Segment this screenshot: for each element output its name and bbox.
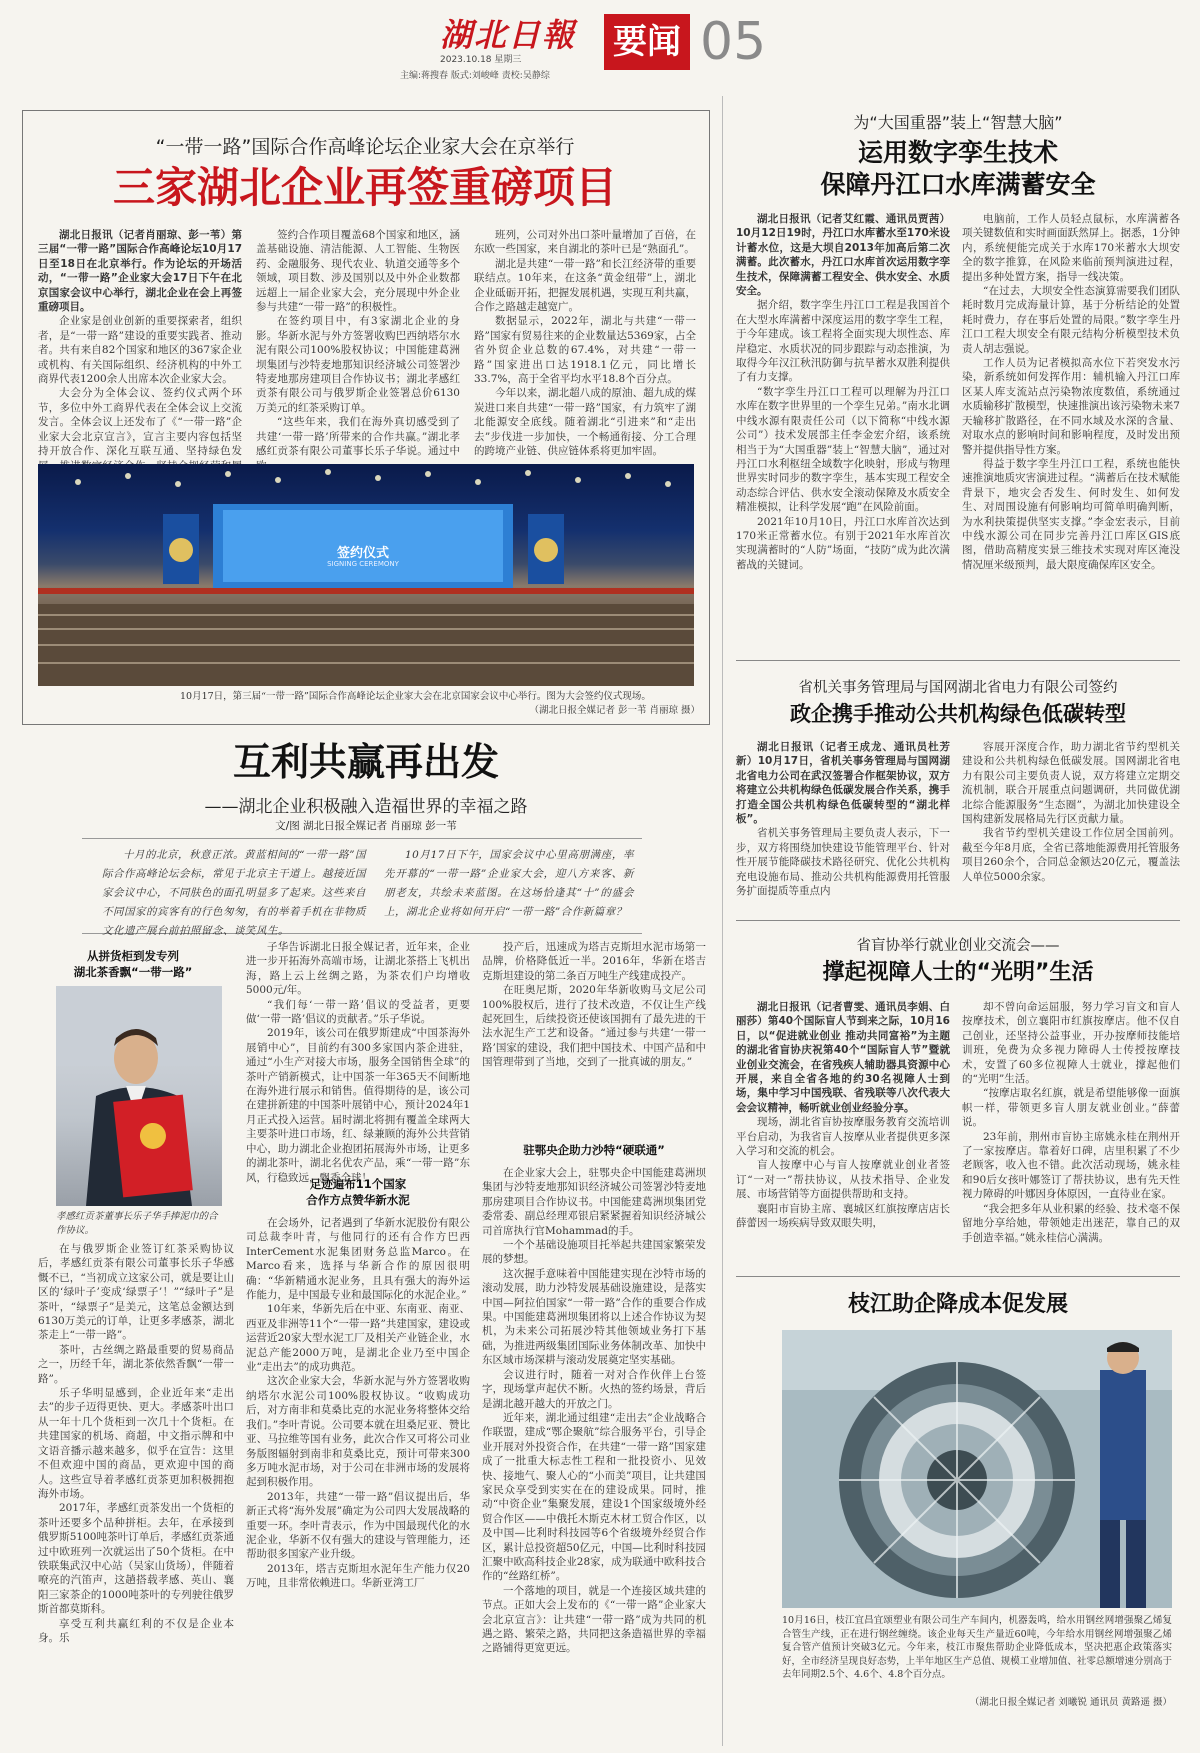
blind-paragraph-6: “按摩店取名红旗，就是希望能够像一面旗帜一样，带领更多盲人朋友就业创业。”薛蕾说。: [962, 1087, 1180, 1129]
blind-paragraph-5: 却不曾向命运屈服，努力学习盲文和盲人按摩技术，创立襄阳市红旗按摩店。他不仅自己创业，还坚持公益事业，开办按摩师技能培训班，免费为众多视力障碍人士传授按摩技术，安置了60多位视障人士就业，撑起他们的“光明”生活。: [962, 1001, 1180, 1086]
tea-paragraph-8: 2019年，该公司在俄罗斯建成“中国茶海外展销中心”，目前约有300多家国内茶企进驻，通过“小生产对接大市场，服务全国销售全球”的茶叶产销新模式，让中国茶一年365天不间断地在海外进行展示和销售。值得期待的是，该公司在建拼新建的中国茶叶展销中心，预计2024年1月正式投入运营。届时湖北将拥有覆盖全球两大主要茶叶进口市场，红、绿兼顾的海外公共营销中心，助力湖北企业抱团拓展海外市场，让更多的湖北茶叶，湖北名优农产品，乘“一带一路”东风，行稳致远，飘香全球！: [246, 1027, 470, 1184]
feature-intro-right: 10月17日下午，国家会议中心里高朋满座，率先开幕的“一带一路”企业家大会，迎八方来客、新朋老友，共绘未来蓝图。在这场恰逢其“十”的盛会上，湖北企业将如何开启“一带一路”合作新篇章？: [384, 849, 634, 918]
screen-title: 签约仪式: [336, 546, 389, 561]
newspaper-logo: 湖北日報: [440, 16, 577, 54]
rail-separator-1: [736, 660, 1180, 661]
saudi-paragraph-6: 一个落地的项目，就是一个连接区域共建的节点。正如大会上发布的《“一带一路”企业家大会北京宣言》：让共建“一带一路”成为共同的机遇之路、繁荣之路，共同把这条造福世界的幸福之路铺得更宽更远。: [482, 1584, 706, 1655]
blind-paragraph-4: 襄阳市盲协主席、襄城区红旗按摩店店长薛蕾因一场疾病导致双眼失明，: [736, 1202, 950, 1230]
lead-photo-caption: 10月17日，第三届“一带一路”国际合作高峰论坛企业家大会在北京国家会议中心举行。图为大会签约仪式现场。: [180, 691, 651, 702]
lead-paragraph-10: 今年以来，湖北超八成的原油、超九成的煤炭进口来自共建“一带一路”国家，有力筑牢了湖北能源安全底线。随着湖北“引进来”和“走出去”步伐进一步加快，一个畅通衔接、分工合理的跨境产业链、供应链体系将更加牢固。: [474, 387, 696, 458]
zhijiang-credit: （湖北日报全媒记者 刘曦锐 通讯员 黄路遥 摄）: [969, 1697, 1172, 1708]
cement-subhead-2: 合作方点赞华新水泥: [306, 1193, 410, 1207]
tea-box-title-1: 从拼货柜到发专列: [87, 949, 179, 963]
feature-column-2b: [246, 1216, 470, 1742]
tea-paragraph-3: 乐子华明显感到，企业近年来“走出去”的步子迈得更快、更大。孝感茶叶出口从一年十几个货柜到一次几十个货柜。在共建国家的机场、商超，中文指示牌和中文语音播示越来越多，似乎在宣告：这里不但欢迎中国的商品，更欢迎中国的商人。这些宣导着孝感红贡茶更加积极拥抱海外市场。: [38, 1387, 234, 1500]
tea-paragraph-5: 享受互利共赢红利的不仅是企业本身。乐: [38, 1617, 234, 1644]
dam-paragraph-4: 2021年10月10日，丹江口水库首次达到170米正常蓄水位。有别于2021年水库首次实现满蓄时的“人防”场面，“技防”成为此次满蓄战的关键词。: [736, 515, 950, 571]
rail-divider: [722, 96, 723, 1746]
cement-paragraph-6: 投产后，迅速成为塔吉克斯坦水泥市场第一品牌，价格降低近一半。2016年，华新在塔吉克斯坦建设的第二条百万吨生产线建成投产。: [482, 941, 706, 982]
dam-paragraph-6: “在过去，大坝安全性态演算需要我们团队耗时数月完成海量计算，基于分析结论的处置耗时费力，存在事后处置的局限。”数字孪生丹江口工程大坝安全有限元结构分析模型技术负责人胡志强说。: [962, 285, 1180, 355]
cement-paragraph-4: 2013年，共建“一带一路”倡议提出后，华新正式将“海外发展”确定为公司四大发展战略的重要一环。李叶青表示，作为中国最现代化的水泥企业，华新不仅有强大的建设与管理能力，还帮助很多国家产业升级。: [246, 1490, 470, 1561]
tea-paragraph-4: 2017年，孝感红贡茶发出一个货柜的茶叶还要多个品种拼柜。去年，在承接到俄罗斯5100吨茶叶订单后，孝感红贡茶通过中欧班列一次就运出了50个货柜。在中铁联集武汉中心站（吴家山货场），伴随着嘹亮的汽笛声，这趟搭载孝感、英山、襄阳三家茶企的1000吨茶叶的专列驶往俄罗斯首都莫斯科。: [38, 1502, 234, 1616]
dam-paragraph-7: 工作人员为记者模拟高水位下若突发水污染，新系统如何发挥作用：辅机输入丹江口库区某人库支流站点污染物浓度数值，系统通过水质输移扩散模型，快速推演出该污染物未来7天输移扩散路径，在不同水域及水深的含量、对取水点的影响时间和影响程度，及时发出预警并提供指导性方案。: [962, 357, 1180, 456]
saudi-paragraph-4: 会议进行时，随着一对对合作伙伴上台签字，现场掌声起伏不断。火热的签约场景，背后是湖北越开越大的开放之门。: [482, 1368, 706, 1410]
grid-paragraph-2: 省机关事务管理局主要负责人表示，下一步，双方将围绕加快建设节能管理平台、针对性开展节能降碳技术路径研究、优化公共机构充电设施布局、推动公共机构能源费用托管服务扩面提质等重点内: [736, 827, 950, 898]
screen-subtitle: SIGNING CEREMONY: [327, 560, 399, 568]
lead-column-3: [474, 228, 696, 458]
signing-ceremony-photo: [38, 464, 694, 686]
saudi-subhead: 驻鄂央企助力沙特“硬联通”: [523, 1143, 665, 1157]
rail-separator-3: [736, 1276, 1180, 1277]
cement-paragraph-3: 这次企业家大会，华新水泥与外方签署收购纳塔尔水泥公司100%股权协议。“收购成功后，对方南非和莫桑比克的水泥业务将整体交给我们。”李叶青说。公司要本就在坦桑尼亚、赞比亚、马拉维等国有业务，此次合作又可将公司业务版图辐射到南非和莫桑比克，预计可带来300多万吨水泥市场，对于公司在非洲市场的发展将起到积极作用。: [246, 1375, 470, 1489]
dam-kicker: 为“大国重器”装上“智慧大脑”: [853, 113, 1063, 132]
grid-paragraph-4: 我省节约型机关建设工作位居全国前列。截至今年8月底，全省已落地能源费用托管服务项目260余个，合同总金额达20亿元，覆盖法人单位5000余家。: [962, 827, 1180, 883]
lead-paragraph-4: 签约合作项目覆盖68个国家和地区，涵盖基础设施、清洁能源、人工智能、生物医药、金融服务、现代农业、轨道交通等多个领域，项目数、涉及国别以及中外企业数都远超上一届企业家大会，充分展现中外企业参与共建“一带一路”的积极性。: [256, 229, 460, 314]
grid-paragraph-3: 容展开深度合作，助力湖北省节约型机关建设和公共机构绿色低碳发展。国网湖北省电力有限公司主要负责人说，双方将建立定期交流机制，联合开展重点问题调研，共同做优湖北综合能源服务“生态圈”，为湖北加快建设全国构建新发展格局先行区贡献力量。: [962, 741, 1180, 826]
zhijiang-caption: 10月16日，枝江宜昌宜颂塑业有限公司生产车间内，机器轰鸣，给水用钢丝网增强聚乙烯复合管生产线，正在进行钢丝缠绕。该企业每天生产量近60吨，今年给水用钢丝网增强聚乙烯复合管产值预计突破3亿元。今年来，枝江市聚焦帮助企业降低成本，坚决把惠企政策落实好，全市经济呈现良好态势，上半年地区生产总值、规模工业增加值、社零总额增速分别高于去年同期2.5个、4.6个、4.8个百分点。: [782, 1615, 1172, 1680]
zhijiang-title: 枝江助企降成本促发展: [847, 1292, 1068, 1317]
dam-paragraph-2: 据介绍，数字孪生丹江口工程是我国首个在大型水库满蓄中深度运用的数字孪生工程，于今年建成。该工程将全面实现大坝性态、库岸稳定、水质状况的同步跟踪与动态推演，为取得今年汉江秋汛防御与抗旱蓄水双胜利提供了有力支撑。: [736, 299, 950, 384]
blind-kicker: 省盲协举行就业创业交流会——: [856, 938, 1060, 954]
lead-paragraph-6: “这些年来，我们在海外真切感受到了共建‘一带一路’所带来的合作共赢。”湖北孝感红贡茶有限公司董事长乐子华说。通过中: [256, 416, 460, 458]
lead-paragraph-1: 湖北日报讯（记者肖丽琼、彭一苇）第三届“一带一路”国际合作高峰论坛10月17日至18日在北京举行。作为论坛的开场活动，“一带一路”企业家大会17日下午在北京国家会议中心举行，湖北企业在会上再签重磅项目。: [38, 229, 242, 314]
section-label: 要闻: [604, 14, 690, 70]
cement-subhead-1: 足迹遍布11个国家: [309, 1177, 407, 1191]
lead-paragraph-8: 湖北是共建“一带一路”和长江经济带的重要联结点。10年来，在这条“黄金纽带”上，湖北企业砥砺开拓，把握发展机遇，实现互利共赢，合作之路越走越宽广。: [474, 257, 696, 314]
lead-kicker: “一带一路”国际合作高峰论坛企业家大会在京举行: [155, 136, 575, 158]
lead-headline: 三家湖北企业再签重磅项目: [112, 163, 617, 212]
lead-paragraph-2: 企业家是创业创新的重要探索者，组织者，是“一带一路”建设的重要实践者、推动者。共有来自82个国家和地区的367家企业或机构、有关国际组织、经济机构的中外工商界代表1200余人出席本次企业家大会。: [38, 315, 242, 386]
feature-title: 互利共赢再出发: [232, 740, 499, 784]
page-number: 05: [700, 12, 767, 72]
rail-separator-2: [736, 920, 1180, 921]
blind-paragraph-8: “我会把多年从业积累的经验、技术毫不保留地分享给她，带领她走出迷茫，靠自己的双手创造幸福。”姚永桂信心满满。: [962, 1202, 1180, 1244]
grid-paragraph-1: 湖北日报讯（记者王成龙、通讯员杜芳新）10月17日，省机关事务管理局与国网湖北省电力公司在武汉签署合作框架协议，双方将建立公共机构绿色低碳发展合作关系，携手打造全国公共机构绿色低碳转型的“湖北样板”。: [736, 741, 950, 826]
tea-box-title-2: 湖北茶香飘“一带一路”: [73, 965, 193, 979]
lead-paragraph-7: 班列，公司对外出口茶叶量增加了百倍，在东欧一些国家，来自湖北的茶叶已是“熟面孔”。: [474, 229, 696, 256]
feature-subtitle: ——湖北企业积极融入造福世界的幸福之路: [204, 797, 528, 817]
dam-title-2: 保障丹江口水库满蓄安全: [820, 170, 1096, 199]
lead-photo-credit: （湖北日报全媒记者 彭一苇 肖丽琼 摄）: [529, 705, 700, 716]
saudi-paragraph-2: 一个个基础设施项目托举起共建国家繁荣发展的梦想。: [482, 1239, 706, 1266]
blind-paragraph-2: 现场，湖北省盲协按摩服务教育交流培训平台启动，为我省盲人按摩从业者提供更多深入学习和交流的机会。: [736, 1116, 950, 1158]
saudi-paragraph-1: 在企业家大会上，驻鄂央企中国能建葛洲坝集团与沙特麦地那知识经济城公司签署沙特麦地那房建项目合作协议书。中国能建葛洲坝集团党委常委、副总经理邓银启紧紧握着知识经济城公司首席执行官Mohammad的手。: [482, 1167, 706, 1237]
editors-line: 主编:蒋搜春 版式:刘峻峰 责校:吴静综: [400, 71, 550, 81]
dam-paragraph-5: 电脑前，工作人员轻点鼠标，水库满蓄各项关键数值和实时画面跃然屏上。据悉，1分钟内，系统便能完成关于水库170米蓄水大坝安全的数字推算，在风险来临前预判演进过程，提出多种处置方案，指导一线决策。: [962, 213, 1180, 283]
lead-paragraph-3: 大会分为全体会议、签约仪式两个环节，多位中外工商界代表在全体会议上交流发言。全体会议上还发布了《“一带一路”企业家大会北京宣言》，宣言主要内容包括坚持开放合作、深化互联互通、坚持绿色发: [38, 387, 242, 458]
grid-column-1: [736, 740, 950, 912]
lead-column-2: [256, 228, 460, 458]
cement-paragraph-5: 2013年，塔吉克斯坦水泥年生产能力仅20万吨，且非常依赖进口。华新亚湾工厂: [246, 1562, 470, 1590]
blind-paragraph-7: 23年前，荆州市盲协主席姚永桂在荆州开了一家按摩店。靠着好口碑，店里积累了不少老顾客，收入也不错。此次活动现场，姚永桂和90后女孩叶娜签订了帮扶协议，患有先天性视力障碍的叶娜因身体原因，一直待业在家。: [962, 1130, 1180, 1201]
issue-date: 2023.10.18 星期三: [440, 55, 522, 65]
grid-title: 政企携手推动公共机构绿色低碳转型: [790, 702, 1126, 726]
factory-photo: [782, 1330, 1172, 1608]
lead-paragraph-5: 在签约项目中，有3家湖北企业的身影。华新水泥与外方签署收购巴西纳塔尔水泥有限公司100%股权协议；中国能建葛洲坝集团与沙特麦地那知识经济城公司签署沙特麦地那房建项目合作协议书；湖北孝感红贡茶有限公司与俄罗斯企业签署总价6130万美元的红茶采购订单。: [256, 315, 460, 414]
cement-paragraph-1: 在会场外，记者遇到了华新水泥股份有限公司总裁李叶青，与他同行的还有合作方巴西InterCement水泥集团财务总监Marco。在Marco看来，选择与华新合作的原因很明确：“华新精通水泥业务，且具有强大的海外运作能力，是中国最专业和最国际化的水泥企业。”: [246, 1217, 470, 1302]
masthead: [0, 0, 1200, 92]
feature-intro-left: 十月的北京，秋意正浓。黄蓝相间的“一带一路”国际合作高峰论坛会标，常见于北京主干道上。越接近国家会议中心，不同肤色的面孔明显多了起来。这些来自不同国家的宾客有的行色匆匆，有的举着手机在非物质文化遗产展台前拍照留念、谈笑风生。: [102, 849, 366, 937]
blind-column-1: [736, 1000, 950, 1268]
tea-paragraph-1: 在与俄罗斯企业签订红茶采购协议后，孝感红贡茶有限公司董事长乐子华感慨不已，“当初成立这家公司，就是要让山区的‘绿叶子’变成‘绿票子’！”“绿叶子”是茶叶，“绿票子”是美元，这笔总金额达到6130万美元的订单，让更多孝感茶，湖北茶走上“一带一路”。: [38, 1243, 234, 1342]
blind-column-2: [962, 1000, 1180, 1268]
grid-kicker: 省机关事务管理局与国网湖北省电力有限公司签约: [798, 680, 1118, 696]
lead-column-1: [38, 228, 242, 458]
dam-paragraph-8: 得益于数字孪生丹江口工程，系统也能快速推演地质灾害演进过程。“满蓄后在技术赋能背景下，地灾会否发生、何时发生、如何发生、对周围设施有何影响均可简单明确判断，为水利抉策提供坚实支撑。”李金宏表示，目前中线水源公司在同步完善丹江口库区GIS底图，借助高精度实景三维技术实现对库区淹没情况厘米级预判，最大限度确保库区安全。: [962, 457, 1180, 571]
blind-paragraph-3: 盲人按摩中心与盲人按摩就业创业者签订“一对一”帮扶协议，从技术指导、企业发展、市场营销等方面提供帮助和支持。: [736, 1159, 950, 1201]
cement-paragraph-2: 10年来，华新先后在中亚、东南亚、南亚、西亚及非洲等11个“一带一路”共建国家，建设或运营近20家大型水泥工厂及相关产业链企业，水泥总产能2000万吨，是湖北企业乃至中国企业“走出去”的成功典范。: [246, 1303, 470, 1374]
dam-paragraph-1: 湖北日报讯（记者艾红霞、通讯员贾茜）10月12日19时，丹江口水库蓄水至170米设计蓄水位，这是大坝自2013年加高后第二次满蓄。此次蓄水，丹江口水库首次运用数字孪生技术，保障满蓄工程安全、供水安全、水质安全。: [736, 213, 950, 298]
tea-paragraph-7: “我们每‘一带一路’倡议的受益者，更要做‘一带一路’倡议的贡献者。”乐子华说。: [246, 998, 470, 1026]
tea-photo-caption: 孝感红贡茶董事长乐子华手捧泥巾的合作协议。: [56, 1211, 218, 1236]
dam-paragraph-3: “数字孪生丹江口工程可以理解为丹江口水库在数字世界里的一个孪生兄弟。”南水北调中线水源有限责任公司（以下简称“中线水源公司”）技术发展部主任李金宏介绍，该系统相当于为“大国重器”装上“智慧大脑”，通过对丹江口水利枢纽全域数字化映射，形成与物理世界实时同步的数字孪生，基本实现工程安全动态综合评估、供水安全滚动保障及水质安全精准模拟，让科学发展“跑”在风险前面。: [736, 385, 950, 514]
tea-paragraph-2: 茶叶，古丝绸之路最重要的贸易商品之一，历经千年，湖北茶依然香飘“一带一路”。: [38, 1343, 234, 1385]
feature-byline: 文/图 湖北日报全媒记者 肖丽琼 彭一苇: [275, 820, 457, 832]
feature-headline: [22, 738, 710, 798]
tea-chairman-photo: [56, 986, 222, 1206]
cement-paragraph-7: 在旺奥尼斯，2020年华新收购马文尼公司100%股权后，进行了技术改造，不仅让生产线起死回生，后续投资还使该国拥有了最先进的干法水泥生产工艺和设备。“通过参与共建‘一带一路’国家的建设，我们把中国技术、中国产品和中国管理带到了当地，交到了一批真诚的朋友。”: [482, 984, 706, 1069]
blind-paragraph-1: 湖北日报讯（记者曹雯、通讯员李娟、白丽莎）第40个国际盲人节到来之际，10月16日，以“促进就业创业 推动共同富裕”为主题的湖北省盲协庆祝第40个“国际盲人节”暨就业创业交流会，在省残疾人辅助器具资源中心开展，来自全省各地的约30名视障人士到场，集中学习中国残联、省残联等八次代表大会会议精神，畅听就业创业经验分享。: [736, 1001, 950, 1114]
feature-column-3b: [482, 1166, 706, 1742]
blind-title: 撑起视障人士的“光明”生活: [822, 960, 1094, 985]
dam-column-1: [736, 212, 950, 650]
feature-column-1: [38, 1242, 234, 1742]
dam-title-1: 运用数字孪生技术: [857, 138, 1058, 167]
dam-column-2: [962, 212, 1180, 650]
saudi-paragraph-5: 近年来，湖北通过组建“走出去”企业战略合作联盟，建成“鄂企聚航”综合服务平台，引导企业开展对外投资合作，在共建“一带一路”国家建成了一批重大标志性工程和一批投资小、见效快、接地气、聚人心的“小而美”项目，让共建国家民众享受到实实在在的建设成果。同时，推动“中资企业”集聚发展，建设1个国家级境外经贸合作区——中俄托木斯克木材工贸合作区，以及中国—比利时科技园等6个省级境外经贸合作区，累计总投资超50亿元，中国—比利时科技园汇聚中欧高科技企业28家，成为联通中欧科技合作的“丝路红桥”。: [482, 1411, 706, 1583]
saudi-paragraph-3: 这次握手意味着中国能建实现在沙特市场的滚动发展，助力沙特发展基础设施建设，是落实中国—阿拉伯国家“一带一路”合作的重要合作成果。中国能建葛洲坝集团将以上述合作协议为契机，为未来公司拓展沙特其他领域业务打下基础，为推进两级集团国际业务体制改革、加快中东区域市场深耕与滚动发展奠定坚实基础。: [482, 1267, 706, 1367]
grid-column-2: [962, 740, 1180, 912]
lead-paragraph-9: 数据显示，2022年，湖北与共建“一带一路”国家有贸易往来的企业数量达5369家，占全省外贸企业总数的67.4%，对共建“一带一路”国家进出口达1918.1亿元，同比增长33.7%，高于全省平均水平18.8个百分点。: [474, 315, 696, 386]
feature-column-3: [482, 940, 706, 1140]
tea-paragraph-6: 子华告诉湖北日报全媒记者，近年来，企业进一步开拓海外高端市场，让湖北茶搭上飞机出海，路上云上丝绸之路，为茶农们户均增收5000元/年。: [246, 941, 470, 997]
